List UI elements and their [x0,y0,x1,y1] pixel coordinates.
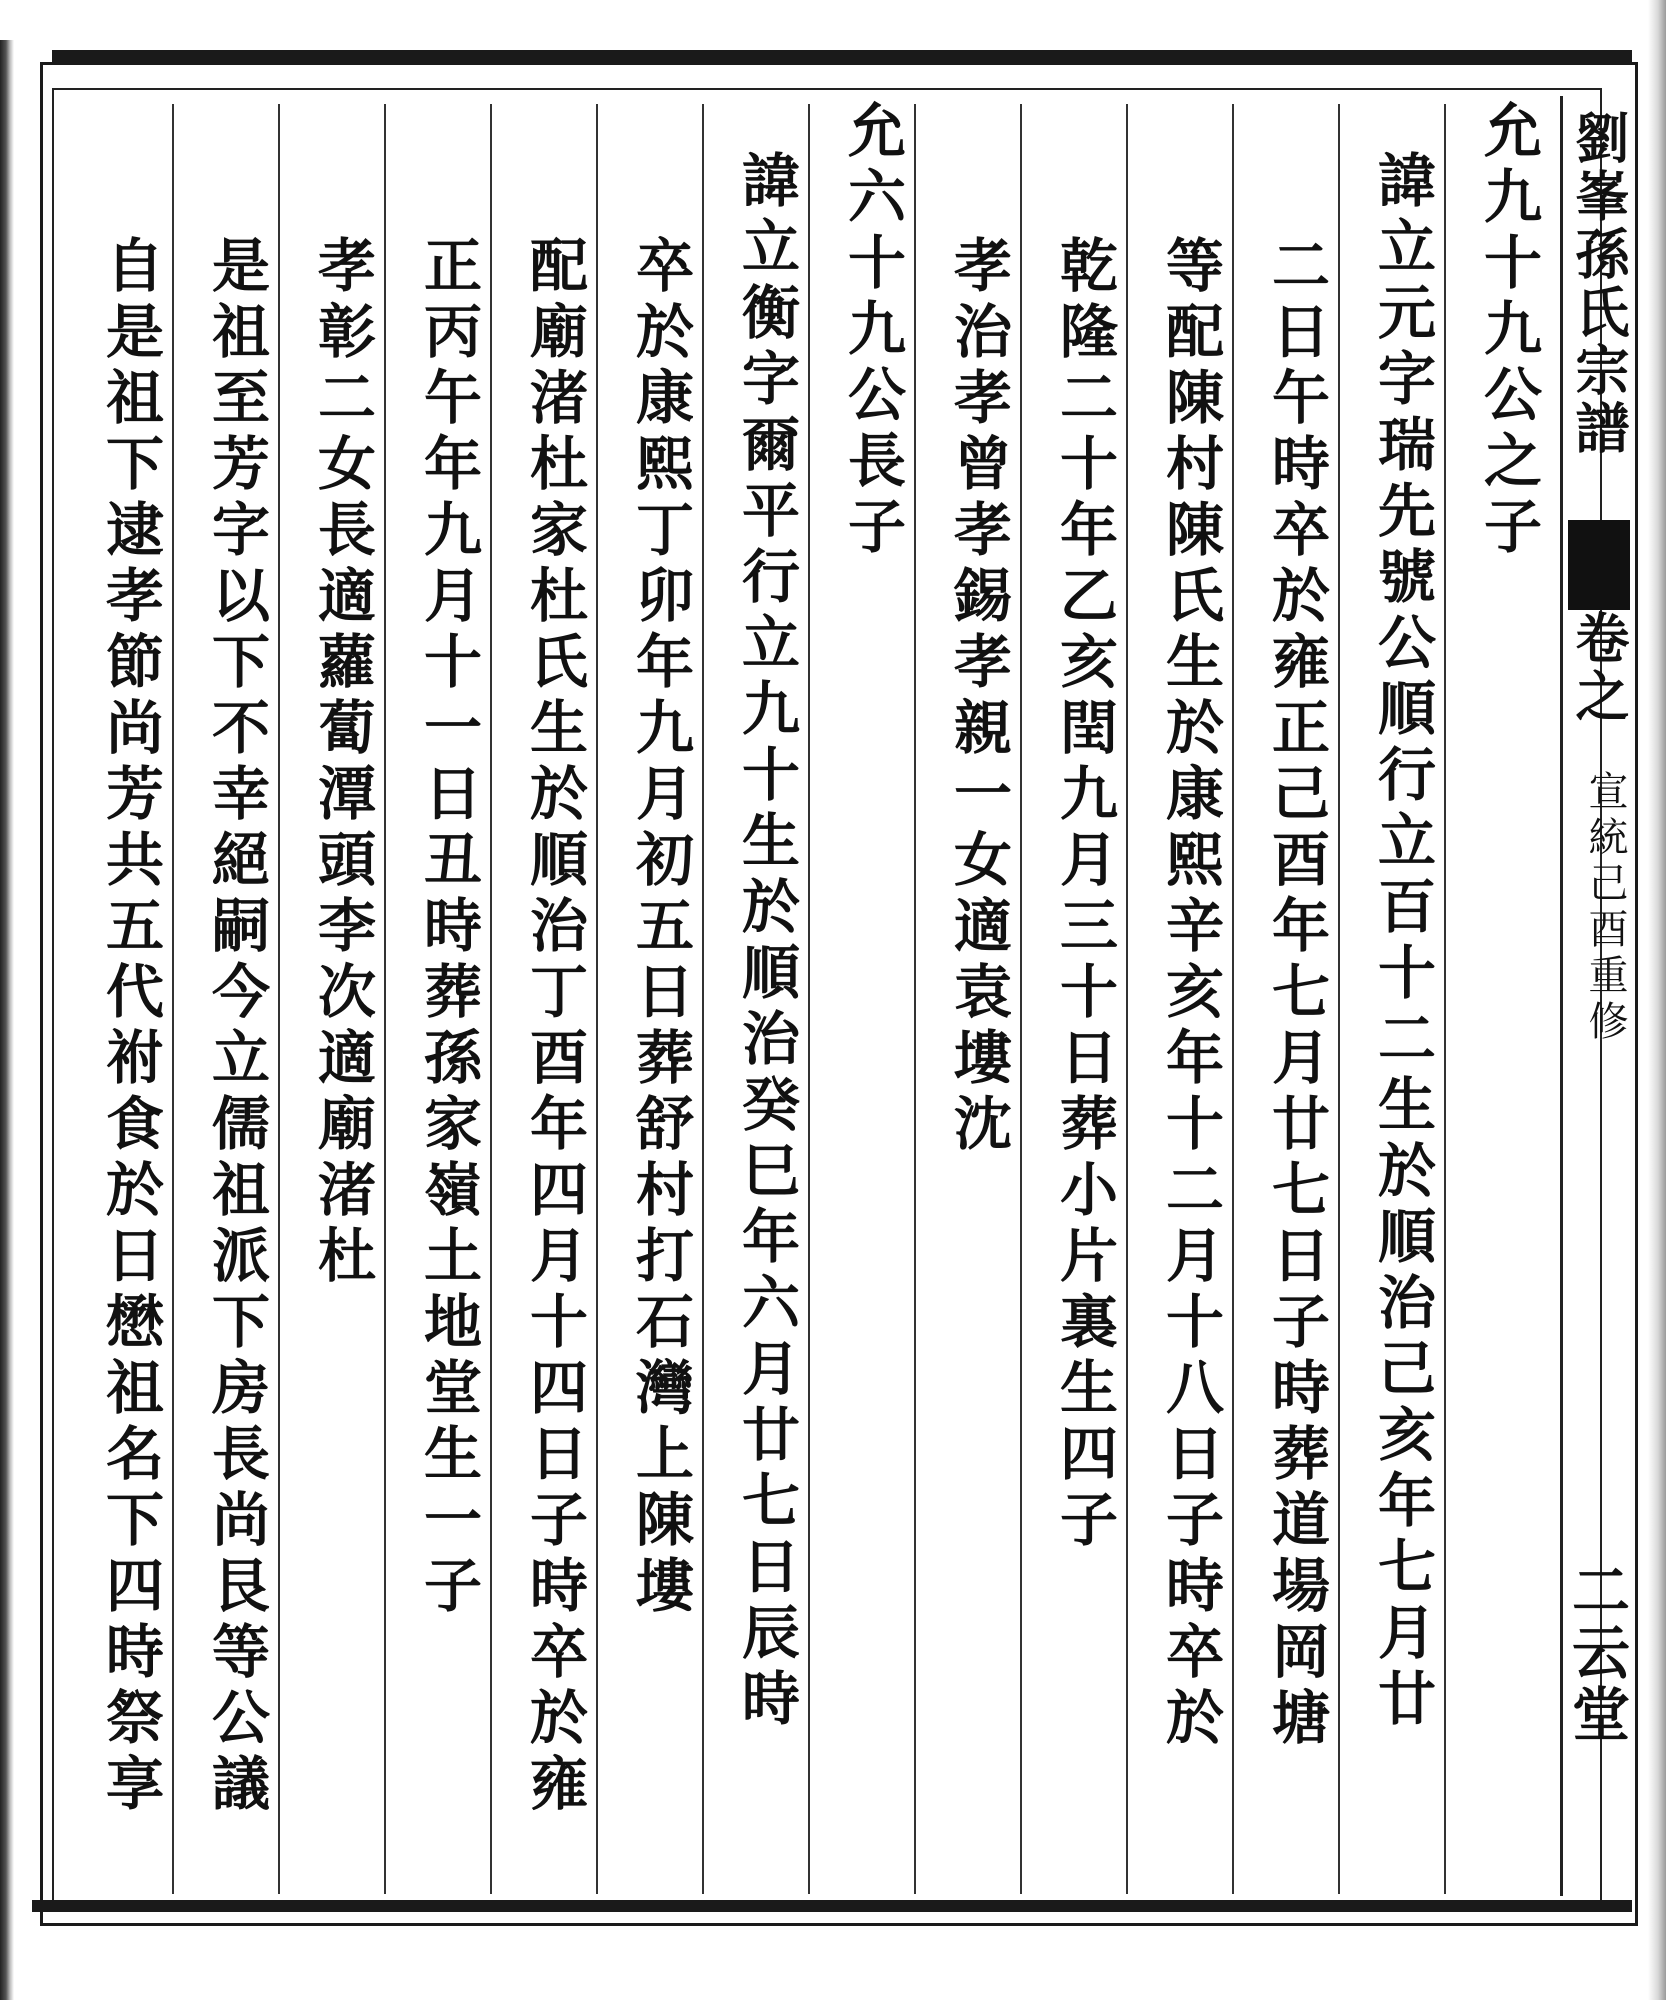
text-column-2: 諱立元字瑞先號公順行立百十二生於順治己亥年七月廿 [1368,150,1436,1734]
scan-edge-right [1648,0,1666,2000]
column-rule [914,104,916,1894]
column-rule [596,104,598,1894]
text-column-11: 正丙午年九月十一日丑時葬孫家嶺土地堂生一子 [414,235,482,1621]
text-column-3: 二日午時卒於雍正己酉年七月廿七日子時葬道場岡塘 [1262,235,1330,1753]
margin-fish-tail-mark [1568,520,1630,610]
column-rule [384,104,386,1894]
text-column-5: 乾隆二十年乙亥閏九月三十日葬小片裏生四子 [1050,235,1118,1555]
text-column-7: 允六十九公長子 [838,100,906,562]
text-column-13: 是祖至芳字以下不幸絕嗣今立儒祖派下房長尚艮等公議 [202,235,270,1819]
text-column-10: 配廟渚杜家杜氏生於順治丁酉年四月十四日子時卒於雍 [520,235,588,1819]
column-rule [1232,104,1234,1894]
edition-note: 宣統己酉重修 [1582,770,1628,1046]
text-column-8: 諱立衡字爾平行立九十生於順治癸巳年六月廿七日辰時 [732,150,800,1734]
text-column-6: 孝治孝曾孝錫孝親一女適袁塿沈 [944,235,1012,1159]
text-column-4: 等配陳村陳氏生於康熙辛亥年十二月十八日子時卒於 [1156,235,1224,1753]
text-column-14: 自是祖下逮孝節尚芳共五代祔食於日懋祖名下四時祭享 [96,235,164,1819]
text-column-12: 孝彰二女長適蘿蔔潭頭李次適廟渚杜 [308,235,376,1291]
genealogy-title: 劉峯孫氏宗譜 [1567,110,1631,458]
column-rule [1444,104,1446,1894]
column-rule [808,104,810,1894]
column-rule [172,104,174,1894]
column-rule [490,104,492,1894]
column-rule [702,104,704,1894]
column-rule [1020,104,1022,1894]
hall-name: 二云堂 [1562,1560,1630,1746]
scan-edge-left [0,40,14,2000]
column-rule [1126,104,1128,1894]
bottom-border-rule [32,1900,1632,1912]
column-rule [278,104,280,1894]
text-column-9: 卒於康熙丁卯年九月初五日葬舒村打石灣上陳塿 [626,235,694,1621]
text-column-1: 允九十九公之子 [1474,100,1542,562]
volume-label: 卷之 [1567,610,1631,726]
column-rule [1338,104,1340,1894]
